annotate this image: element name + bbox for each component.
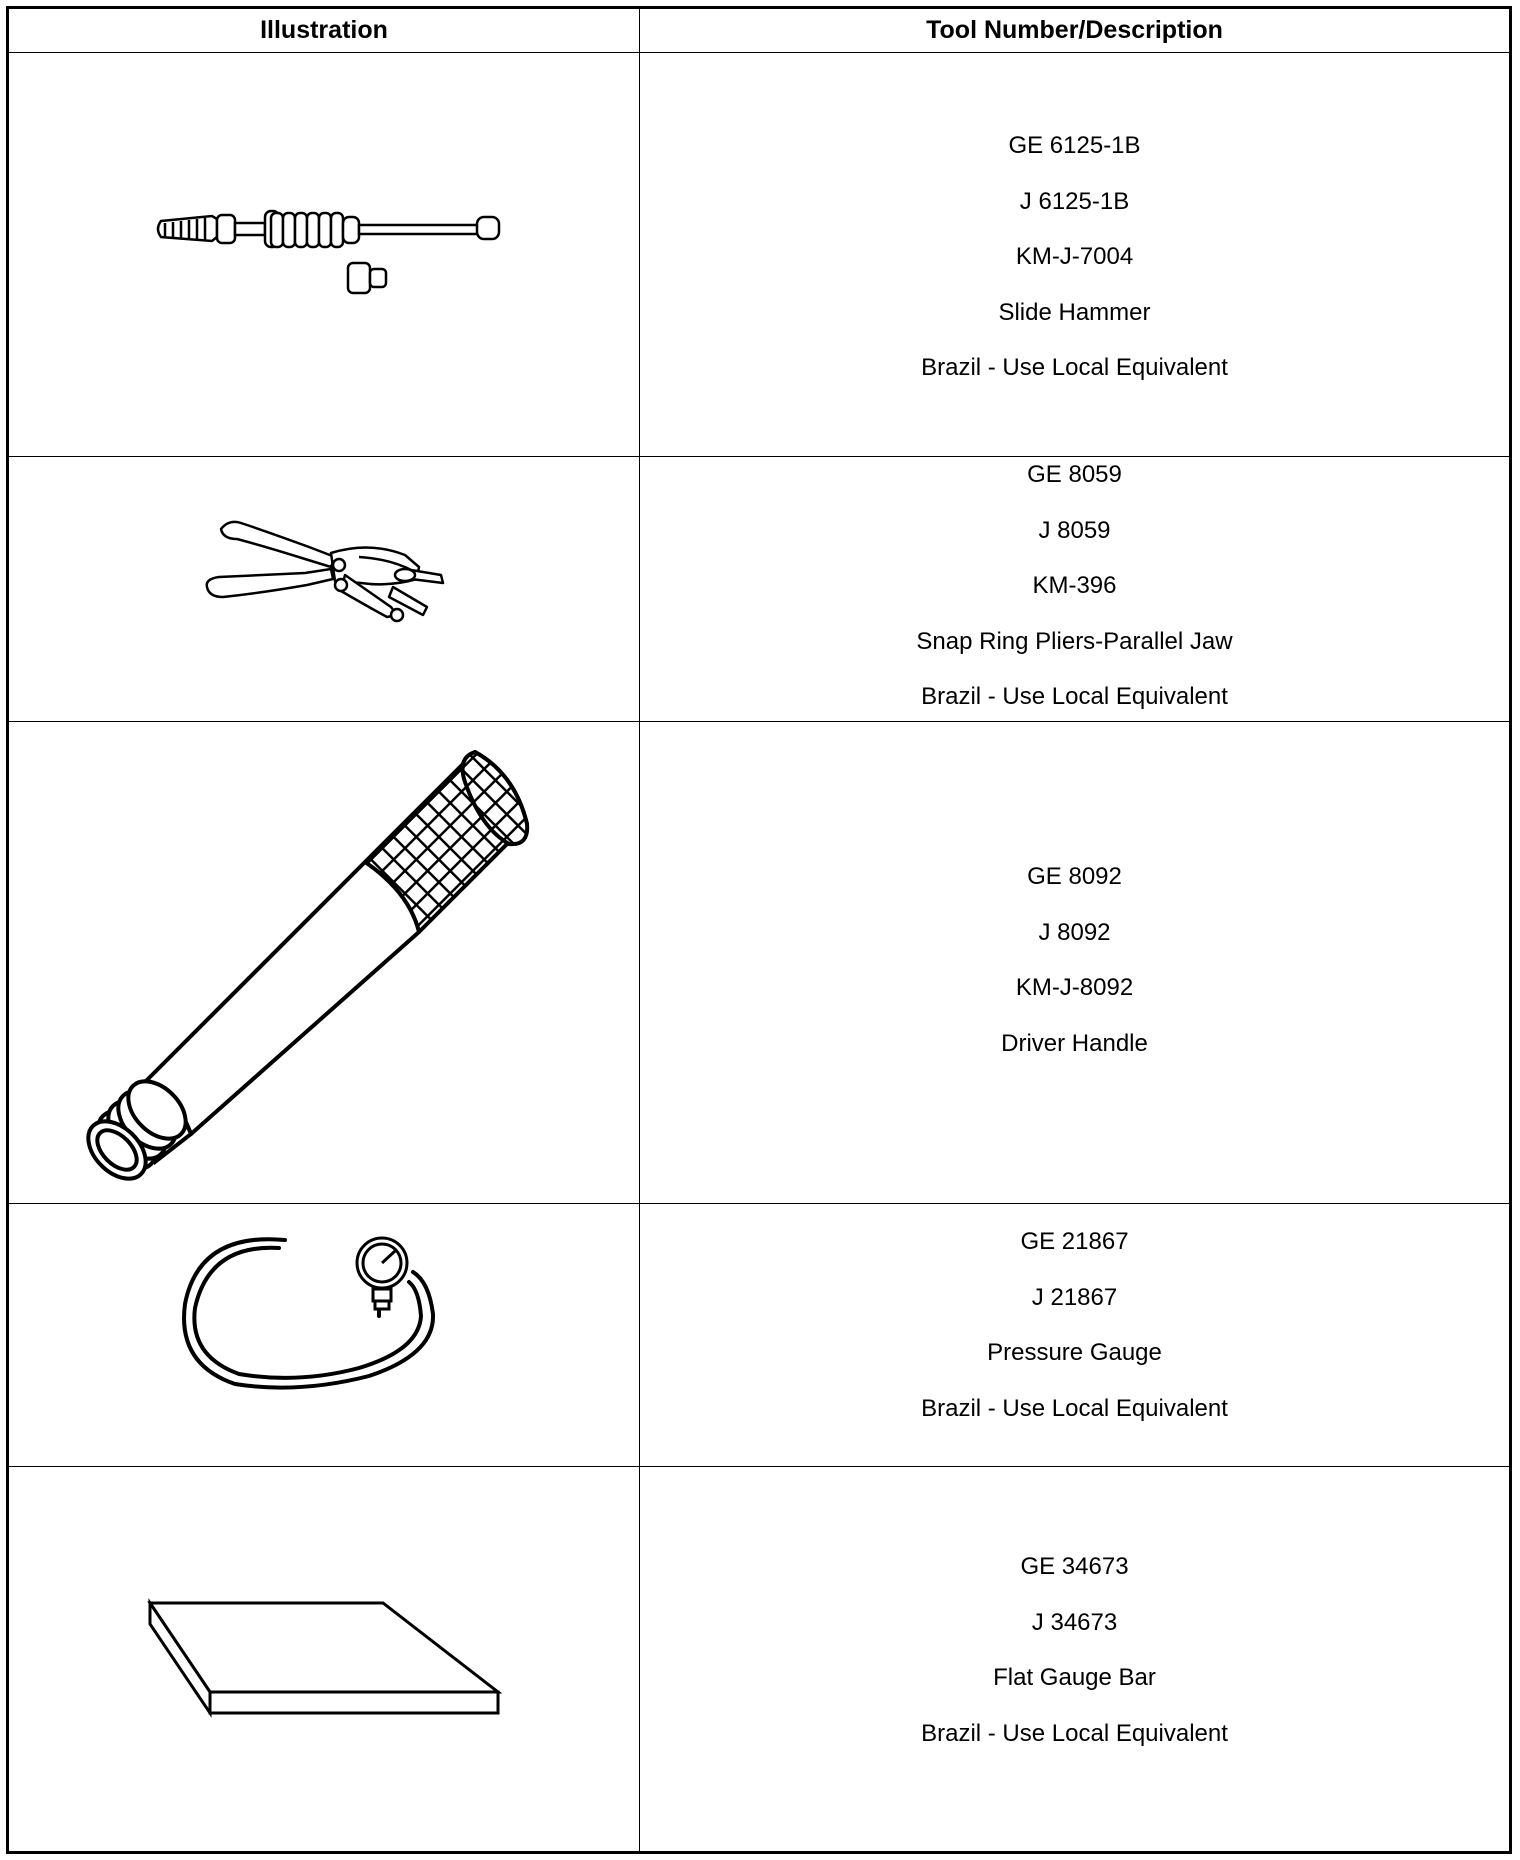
table-row xyxy=(9,457,1509,722)
table-row xyxy=(9,1204,1509,1467)
tool-line: J 34673 xyxy=(1031,1608,1118,1636)
tool-description xyxy=(640,1539,1509,1761)
tool-line: Brazil - Use Local Equivalent xyxy=(921,683,1228,710)
driver-handle-icon xyxy=(9,722,640,1204)
pressure-gauge-icon xyxy=(9,1204,640,1467)
tool-description xyxy=(640,849,1509,1071)
tool-line: KM-396 xyxy=(1032,572,1117,599)
description-cell xyxy=(640,1204,1509,1466)
table-row xyxy=(9,1467,1509,1851)
illustration-column-header: Illustration xyxy=(9,9,640,52)
tool-line: Brazil - Use Local Equivalent xyxy=(921,1719,1228,1747)
description-column-header: Tool Number/Description xyxy=(926,16,1223,44)
tool-line: KM-J-7004 xyxy=(1015,243,1134,270)
tool-line: J 21867 xyxy=(1031,1283,1118,1311)
description-cell xyxy=(640,457,1509,721)
flat-gauge-bar-icon xyxy=(9,1467,640,1851)
tool-description xyxy=(640,118,1509,396)
tool-line: Slide Hammer xyxy=(998,298,1151,326)
illustration-cell xyxy=(9,1467,640,1851)
description-cell xyxy=(640,1467,1509,1851)
tool-line: GE 8059 xyxy=(1027,461,1122,488)
tool-line: Flat Gauge Bar xyxy=(993,1664,1156,1691)
tool-line: GE 21867 xyxy=(1020,1228,1129,1255)
tool-description xyxy=(640,447,1509,725)
tool-line: Snap Ring Pliers-Parallel Jaw xyxy=(916,627,1233,655)
tool-line: J 8092 xyxy=(1038,918,1111,946)
illustration-cell xyxy=(9,1204,640,1466)
tool-line: GE 6125-1B xyxy=(1008,132,1141,159)
snap-ring-pliers-icon xyxy=(9,457,640,722)
tool-line: J 8059 xyxy=(1038,516,1111,544)
slide-hammer-icon xyxy=(9,53,640,457)
tool-line: Brazil - Use Local Equivalent xyxy=(921,354,1228,381)
illustration-cell xyxy=(9,53,640,456)
tool-line: J 6125-1B xyxy=(1019,187,1130,215)
tool-line: Driver Handle xyxy=(1001,1029,1148,1057)
tool-line: Brazil - Use Local Equivalent xyxy=(921,1394,1228,1422)
tool-line: KM-J-8092 xyxy=(1015,974,1134,1001)
table-row xyxy=(9,53,1509,457)
illustration-cell xyxy=(9,457,640,721)
illustration-cell xyxy=(9,722,640,1203)
table-header-row xyxy=(9,9,1509,53)
tool-description xyxy=(640,1214,1509,1436)
tool-line: Pressure Gauge xyxy=(987,1339,1162,1366)
description-cell xyxy=(640,53,1509,456)
tools-table xyxy=(6,6,1512,1854)
tool-line: GE 34673 xyxy=(1020,1553,1129,1580)
table-row xyxy=(9,722,1509,1204)
tool-line: GE 8092 xyxy=(1027,863,1122,890)
description-cell xyxy=(640,722,1509,1203)
